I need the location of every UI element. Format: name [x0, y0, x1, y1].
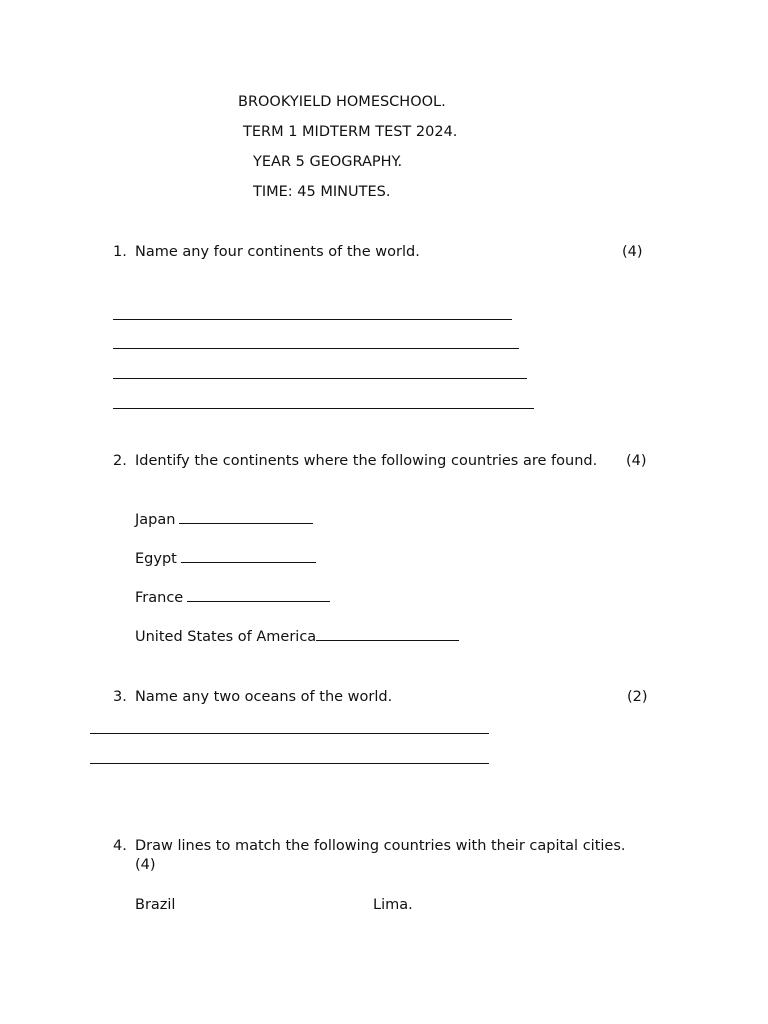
school-name: BROOKYIELD HOMESCHOOL.: [238, 94, 446, 110]
q2-item-answer-blank[interactable]: [179, 522, 313, 524]
q2-item-answer-blank[interactable]: [181, 561, 316, 563]
q1-answer-line-4[interactable]: [113, 408, 534, 409]
q2-number: 2.: [113, 453, 127, 469]
q2-item: [135, 628, 459, 646]
q3-answer-line-1[interactable]: [90, 733, 489, 734]
q2-item: [135, 511, 313, 529]
q2-item-label: United States of America: [135, 629, 317, 645]
q3-number: 3.: [113, 689, 127, 705]
q2-item-label: Japan: [135, 512, 176, 528]
q2-text: Identify the continents where the following countries are found.: [135, 453, 598, 469]
q2-item-answer-blank[interactable]: [316, 639, 459, 641]
q1-text: Name any four continents of the world.: [135, 244, 420, 260]
q2-item-answer-blank[interactable]: [187, 600, 330, 602]
time-allowed: TIME: 45 MINUTES.: [253, 184, 391, 200]
q1-answer-line-3[interactable]: [113, 378, 527, 379]
q3-marks: (2): [627, 689, 648, 705]
q4-text: Draw lines to match the following countries with their capital cities.: [135, 838, 626, 854]
q1-number: 1.: [113, 244, 127, 260]
subject-title: YEAR 5 GEOGRAPHY.: [253, 154, 403, 170]
q4-marks: (4): [135, 857, 156, 873]
q3-answer-line-2[interactable]: [90, 763, 489, 764]
q1-answer-line-1[interactable]: [113, 319, 512, 320]
q1-marks: (4): [622, 244, 643, 260]
q2-item: [135, 589, 330, 607]
q1-answer-line-2[interactable]: [113, 348, 519, 349]
q2-item-label: France: [135, 590, 184, 606]
q2-item: [135, 550, 316, 568]
q4-number: 4.: [113, 838, 127, 854]
q2-item-label: Egypt: [135, 551, 177, 567]
test-title: TERM 1 MIDTERM TEST 2024.: [243, 124, 458, 140]
q4-capital-city[interactable]: Lima.: [373, 897, 413, 913]
q4-country[interactable]: Brazil: [135, 897, 176, 913]
q3-text: Name any two oceans of the world.: [135, 689, 393, 705]
q2-marks: (4): [626, 453, 647, 469]
